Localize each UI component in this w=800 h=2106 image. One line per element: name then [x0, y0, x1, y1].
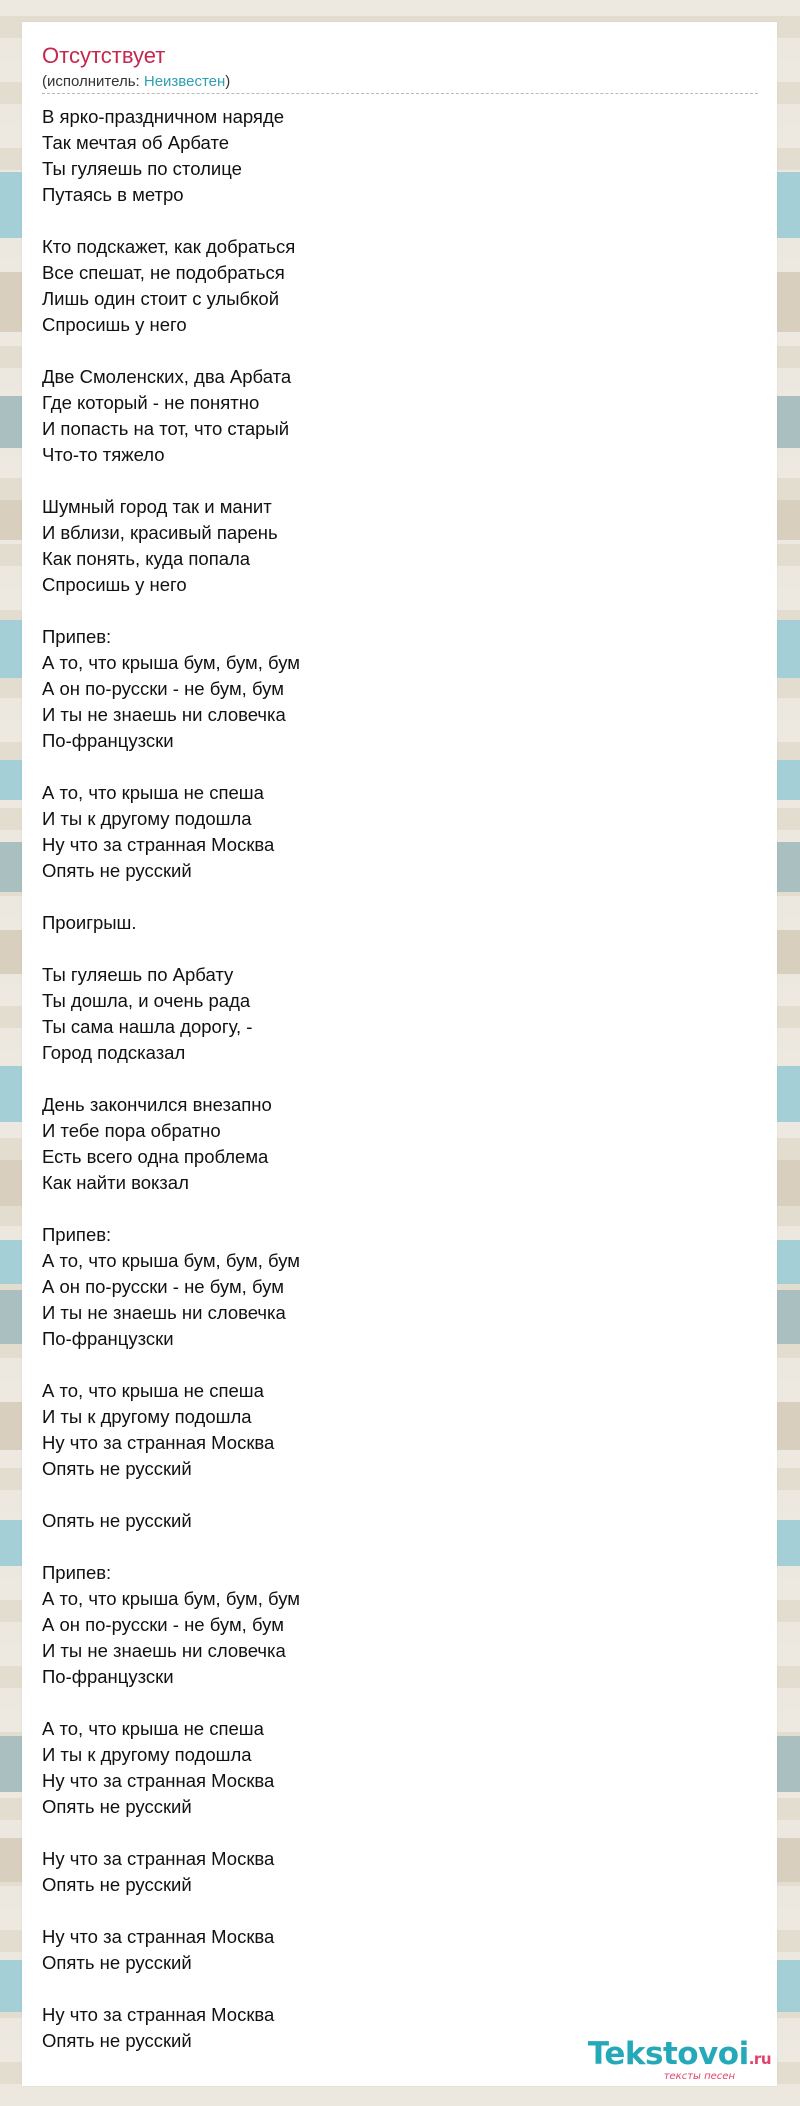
artist-link[interactable]: Неизвестен [143, 73, 226, 90]
logo-tld: .ru [748, 2050, 771, 2068]
song-title: Отсутствует [42, 43, 166, 68]
artist-suffix: ) [225, 73, 231, 90]
logo-tagline: тексты песен [663, 2071, 735, 2082]
artist-prefix: (исполнитель: [42, 73, 144, 90]
lyrics-text: В ярко-праздничном наряде Так мечтая об Арбате Ты гуляешь по столице Путаясь в метро Кто подскажет, как добраться Все спешат, не подобраться Лишь один стоит с улыбкой Спросишь у него Две Смоленских, два Арбата Где который - не понятно И попасть на тот, что старый Что-то тяжело Шумный город так и манит И вблизи, красивый парень Как понять, куда попала Спросишь у него Припев: А то, что крыша бум, бум, бум А он по-русски - не бум, бум И ты не знаешь ни словечка По-французски А то, что крыша не спеша И ты к другому подошла Ну что за странная Москва Опять не русский Проигрыш. Ты гуляешь по Арбату Ты дошла, и очень рада Ты сама нашла дорогу, - Город подсказал День закончился внезапно И тебе пора обратно Есть всего одна проблема Как найти вокзал Припев: А то, что крыша бум, бум, бум А он по-русски - не бум, бум И ты не знаешь ни словечка По-французски А то, что крыша не спеша И ты к другому подошла Ну что за странная Москва Опять не русский Опять не русский Припев: А то, что крыша бум, бум, бум А он по-русски - не бум, бум И ты не знаешь ни словечка По-французски А то, что крыша не спеша И ты к другому подошла Ну что за странная Москва Опять не русский Ну что за странная Москва Опять не русский Ну что за странная Москва Опять не русский Ну что за странная Москва Опять не русский [42, 106, 301, 2051]
logo-wordmark [588, 2038, 771, 2075]
logo-name: Tekstovoi [587, 2036, 749, 2072]
artist-line [42, 72, 758, 94]
lyrics-card [22, 22, 777, 2086]
site-logo[interactable] [588, 2038, 771, 2082]
